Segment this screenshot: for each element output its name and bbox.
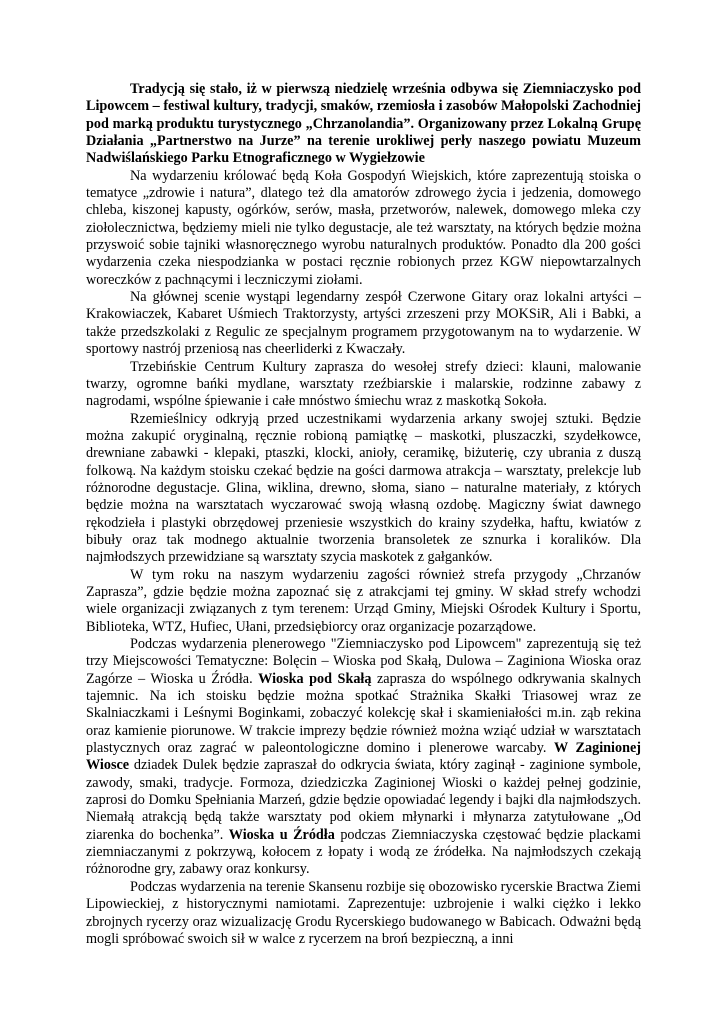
paragraph-adventure-zone: W tym roku na naszym wydarzeniu zagości również strefa przygody „Chrzanów Zaprasza”, gdzie będzie można zapoznać się z atrakcjami tej gminy. W skład strefy wchodzi wiele organizacji związanych z tym terenem: Urząd Gminy, Miejski Ośrodek Kultury i Sportu, Biblioteka, WTZ, Hufiec, Ułani, przedsiębiorcy oraz organizacje pozarządowe. bbox=[86, 566, 641, 635]
village-name-zaginiona: W Zaginionej Wiosce bbox=[86, 740, 641, 774]
paragraph-thematic-villages bbox=[86, 636, 641, 879]
villages-text-4: podczas Ziemniaczyska częstować będzie plackami ziemniaczanymi z pokrzywą, kołocem z łopaty i wodą ze źródełka. Na najmłodszych czekają różnorodne gry, zabawy oraz konkursy. bbox=[86, 826, 641, 878]
paragraph-kgw: Na wydarzeniu królować będą Koła Gospodyń Wiejskich, które zaprezentują stoiska o tematyce „zdrowie i natura”, dlatego też dla amatorów zdrowego życia i jedzenia, domowego chleba, kiszonej kapusty, ogórków, serów, masła, przetworów, nalewek, domowego mleka czy ziołolecznictwa, będziemy mieli nie tylko degustacje, ale też warsztaty, na których będzie można przyswoić sobie tajniki własnoręcznego wyrobu naturalnych produktów. Ponadto dla 200 gości wydarzenia czeka niespodzianka w postaci ręcznie robionych przez KGW niepowtarzalnych woreczków z pachnącymi i leczniczymi ziołami. bbox=[86, 167, 641, 288]
villages-text-2: zaprasza do wspólnego odkrywania skalnych tajemnic. Na ich stoisku będzie można spotkać Strażnika Skałki Triasowej wraz ze Skalniaczkami i Leśnymi Boginkami, zobaczyć kolekcję skał i skamieniałości m.in. ząb rekina oraz kamienie piorunowe. W trakcie imprezy będzie również można wziąć udział w warsztatach plastycznych oraz zagrać w paleontologiczne domino i plenerowe warcaby. bbox=[86, 670, 641, 757]
paragraph-craftsmen: Rzemieślnicy odkryją przed uczestnikami wydarzenia arkany swojej sztuki. Będzie można zakupić oryginalną, ręcznie robioną pamiątkę – maskotki, pluszaczki, szydełkowce, drewniane zabawki - klepaki, ptaszki, klocki, anioły, ceramikę, biżuterię, czy ubrania z duszą folkową. Na każdym stoisku czekać będzie na gości darmowa atrakcja – warsztaty, prelekcje lub różnorodne degustacje. Glina, wiklina, drewno, słoma, siano – naturalne materiały, z których będzie można na warsztatach wyczarować swoją własną ozdobę. Magiczny świat dawnego rękodzieła i plastyki obrzędowej przeniesie wszystkich do krainy szydełka, haftu, kwiatów z bibuły oraz tak modnego aktualnie tworzenia bransoletek ze sznurka i koralików. Dla najmłodszych przewidziane są warsztaty szycia maskotek z gałganków. bbox=[86, 410, 641, 566]
paragraph-kids-zone: Trzebińskie Centrum Kultury zaprasza do wesołej strefy dzieci: klauni, malowanie twarzy, ogromne bańki mydlane, warsztaty rzeźbiarskie i malarskie, rodzinne zabawy z nagrodami, wspólne śpiewanie i całe mnóstwo śmiechu wraz z maskotką Sokoła. bbox=[86, 358, 641, 410]
village-name-pod-skala: Wioska pod Skałą bbox=[258, 670, 372, 687]
village-name-u-zrodla: Wioska u Źródła bbox=[228, 826, 335, 843]
villages-text-1: Podczas wydarzenia plenerowego "Ziemniaczysko pod Lipowcem" zaprezentują się też trzy Miejscowości Tematyczne: Bolęcin – Wioska pod Skałą, Dulowa – Zaginiona Wioska oraz Zagórze – Wioska u Źródła. bbox=[86, 636, 641, 687]
paragraph-knights-camp: Podczas wydarzenia na terenie Skansenu rozbije się obozowisko rycerskie Bractwa Ziemi Lipowieckiej, z historycznymi namiotami. Zaprezentuje: uzbrojenie i walki ciężko i lekko zbrojnych rycerzy oraz wizualizację Grodu Rycerskiego budowanego w Babicach. Odważni będą mogli spróbować swoich sił w walce z rycerzem na broń bezpieczną, a inni bbox=[86, 878, 641, 947]
villages-text-3: dziadek Dulek będzie zapraszał do odkrycia świata, który zaginął - zaginione symbole, zawody, smaki, tradycje. Formoza, dziedziczka Zaginionej Wioski o każdej pełnej godzinie, zaprosi do Domku Spełniania Marzeń, gdzie będzie opowiadać legendy i bajki dla najmłodszych. Niemałą atrakcją będą także warsztaty pod okiem młynarki i młynarza zatytułowane „Od ziarenka do bochenka”. bbox=[86, 757, 641, 843]
paragraph-main-stage: Na głównej scenie wystąpi legendarny zespół Czerwone Gitary oraz lokalni artyści – Krakowiaczek, Kabaret Uśmiech Traktorzysty, artyści zrzeszeni przy MOKSiR, Ali i Babki, a także przedszkolaki z Regulic ze specjalnym programem przygotowanym na to wydarzenie. W sportowy nastrój przeniosą nas cheerliderki z Kwaczały. bbox=[86, 289, 641, 358]
lead-paragraph: Tradycją się stało, iż w pierwszą niedzielę września odbywa się Ziemniaczysko pod Lipowcem – festiwal kultury, tradycji, smaków, rzemiosła i zasobów Małopolski Zachodniej pod marką produktu turystycznego „Chrzanolandia”. Organizowany przez Lokalną Grupę Działania „Partnerstwo na Jurze” na terenie urokliwej perły naszego powiatu Muzeum Nadwiślańskiego Parku Etnograficznego w Wygiełzowie bbox=[86, 81, 641, 167]
